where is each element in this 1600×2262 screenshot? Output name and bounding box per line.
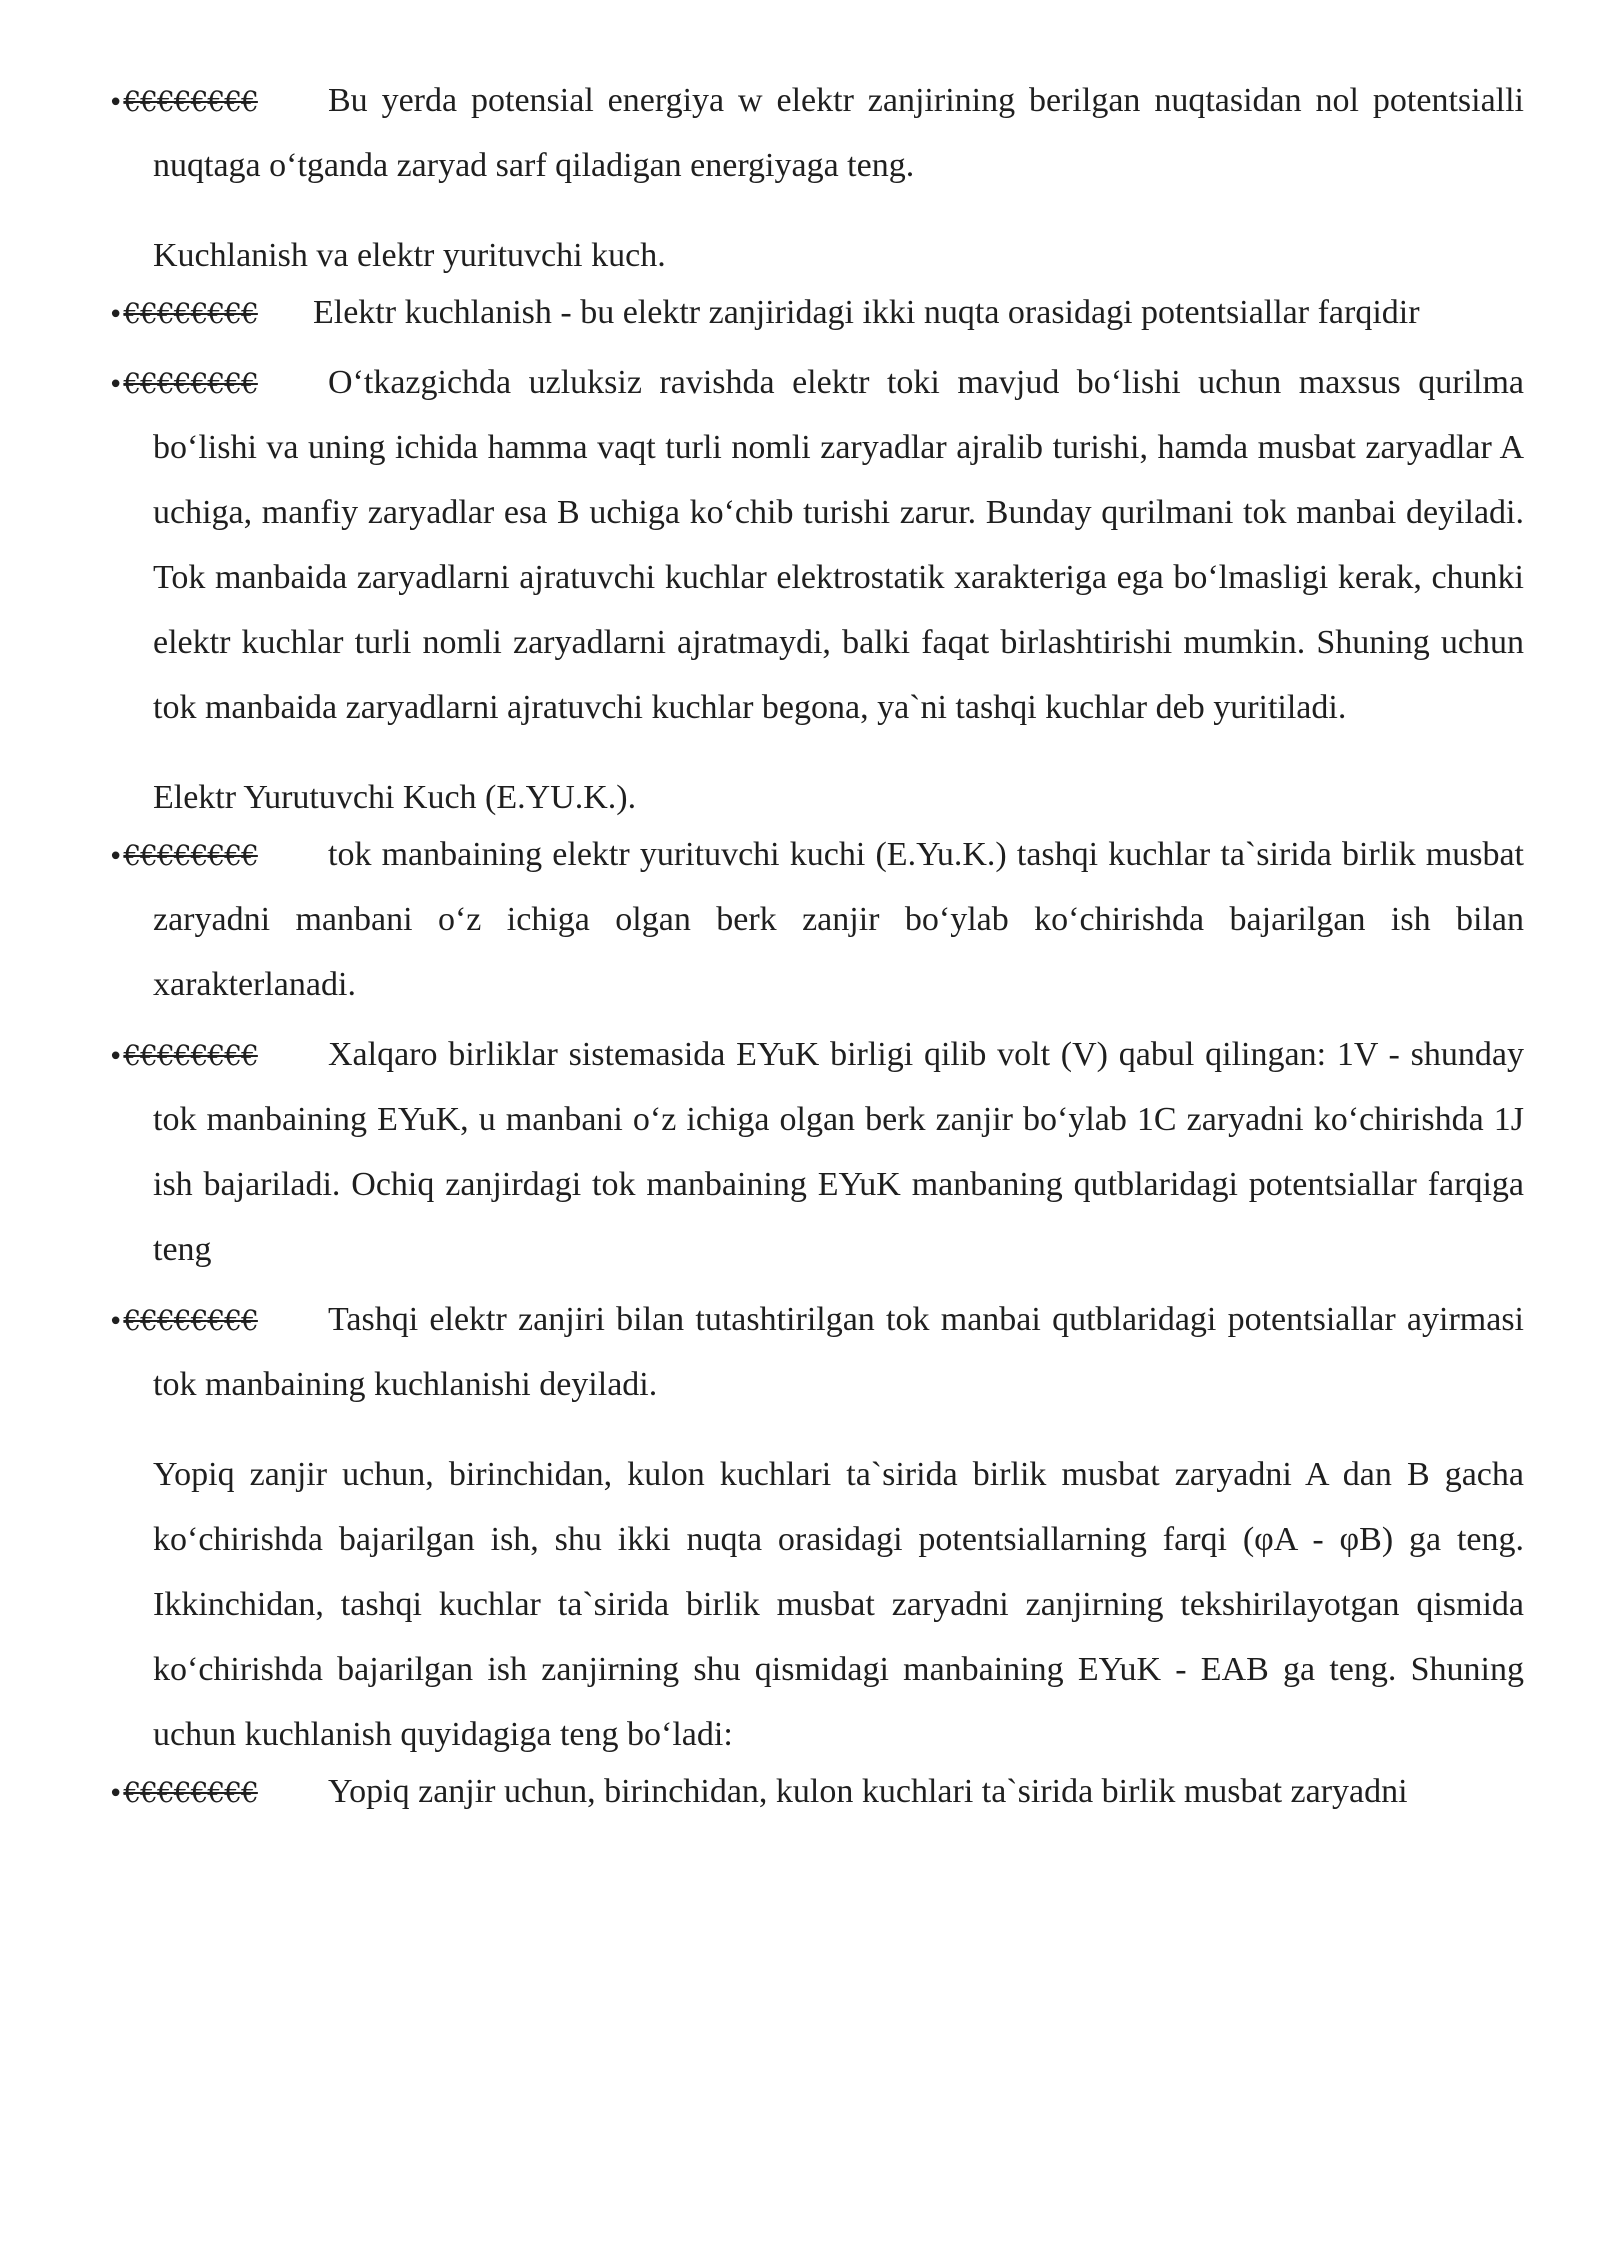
bullet-marker (108, 822, 258, 890)
bullet-struck-glyphs: €€€€€€€€ (123, 297, 258, 330)
bullet-struck-glyphs: €€€€€€€€ (123, 367, 258, 400)
bullet-dot-icon: • (108, 1307, 124, 1337)
bullet-struck-glyphs: €€€€€€€€ (123, 1039, 258, 1072)
bullet-dot-icon: • (108, 370, 124, 400)
section-heading-emf (108, 765, 1524, 830)
bullet-marker (108, 1287, 258, 1355)
bullet-item-closed-circuit (108, 1759, 1524, 1824)
item-text: Oʻtkazgichda uzluksiz ravishda elektr toki mavjud boʻlishi uchun maxsus qurilma boʻlishi va uning ichida hamma vaqt turli nomli zaryadlar ajralib turishi, hamda musbat zaryadlar A uchiga, manfiy zaryadlar esa B uchiga koʻchib turishi zarur. Bunday qurilmani tok manbai deyiladi. Tok manbaida zaryadlarni ajratuvchi kuchlar elektrostatik xarakteriga ega boʻlmasligi kerak, chunki elektr kuchlar turli nomli zaryadlarni ajratmaydi, balki faqat birlashtirishi mumkin. Shuning uchun tok manbaida zaryadlarni ajratuvchi kuchlar begona, ya`ni tashqi kuchlar deb yuritiladi. (153, 364, 1524, 726)
heading-text: Kuchlanish va elektr yurituvchi kuch. (153, 237, 666, 274)
bullet-dot-icon: • (108, 300, 124, 330)
bullet-dot-icon: • (108, 88, 124, 118)
item-text: Bu yerda potensial energiya w elektr zanjirining berilgan nuqtasidan nol potentsialli nuqtaga oʻtganda zaryad sarf qiladigan energiyaga teng. (153, 82, 1524, 184)
bullet-item-terminal-voltage (108, 1287, 1524, 1417)
paragraph-closed-circuit (108, 1442, 1524, 1767)
section-heading-voltage-emf (108, 223, 1524, 288)
bullet-item-current-source (108, 350, 1524, 740)
bullet-struck-glyphs: €€€€€€€€ (123, 839, 258, 872)
bullet-dot-icon: • (108, 1779, 124, 1809)
item-text: Tashqi elektr zanjiri bilan tutashtirilgan tok manbai qutblaridagi potentsiallar ayirmasi tok manbaining kuchlanishi deyiladi. (153, 1301, 1524, 1403)
bullet-dot-icon: • (108, 842, 124, 872)
bullet-marker (108, 1759, 258, 1827)
bullet-item-emf-definition (108, 822, 1524, 1017)
item-text: Xalqaro birliklar sistemasida EYuK birligi qilib volt (V) qabul qilingan: 1V - shunday tok manbaining EYuK, u manbani oʻz ichiga olgan berk zanjir boʻylab 1C zaryadni koʻchirishda 1J ish bajariladi. Ochiq zanjirdagi tok manbaining EYuK manbaning qutblaridagi potentsiallar farqiga teng (153, 1036, 1524, 1268)
document-body (108, 68, 1524, 1824)
bullet-marker (108, 350, 258, 418)
bullet-marker (108, 1022, 258, 1090)
item-text: Yopiq zanjir uchun, birinchidan, kulon kuchlari ta`sirida birlik musbat zaryadni (328, 1773, 1408, 1810)
bullet-item-si-unit-volt (108, 1022, 1524, 1282)
heading-text: Elektr Yurutuvchi Kuch (E.YU.K.). (153, 779, 637, 816)
bullet-marker (108, 280, 258, 348)
bullet-dot-icon: • (108, 1042, 124, 1072)
bullet-marker (108, 68, 258, 136)
bullet-struck-glyphs: €€€€€€€€ (123, 1304, 258, 1337)
item-text: Elektr kuchlanish - bu elektr zanjiridagi ikki nuqta orasidagi potentsiallar farqidir (313, 294, 1420, 331)
bullet-item-voltage-definition (108, 280, 1524, 345)
bullet-struck-glyphs: €€€€€€€€ (123, 85, 258, 118)
bullet-item-potential-energy (108, 68, 1524, 198)
item-text: tok manbaining elektr yurituvchi kuchi (E.Yu.K.) tashqi kuchlar ta`sirida birlik musbat zaryadni manbani oʻz ichiga olgan berk zanjir boʻylab koʻchirishda bajarilgan ish bilan xarakterlanadi. (153, 836, 1524, 1003)
bullet-struck-glyphs: €€€€€€€€ (123, 1776, 258, 1809)
paragraph-text: Yopiq zanjir uchun, birinchidan, kulon kuchlari ta`sirida birlik musbat zaryadni A dan B gacha koʻchirishda bajarilgan ish, shu ikki nuqta orasidagi potentsiallarning farqi (φA - φB) ga teng. Ikkinchidan, tashqi kuchlar ta`sirida birlik musbat zaryadni zanjirning tekshirilayotgan qismida koʻchirishda bajarilgan ish zanjirning shu qismidagi manbaining EYuK - EAB ga teng. Shuning uchun kuchlanish quyidagiga teng boʻladi: (153, 1456, 1524, 1753)
